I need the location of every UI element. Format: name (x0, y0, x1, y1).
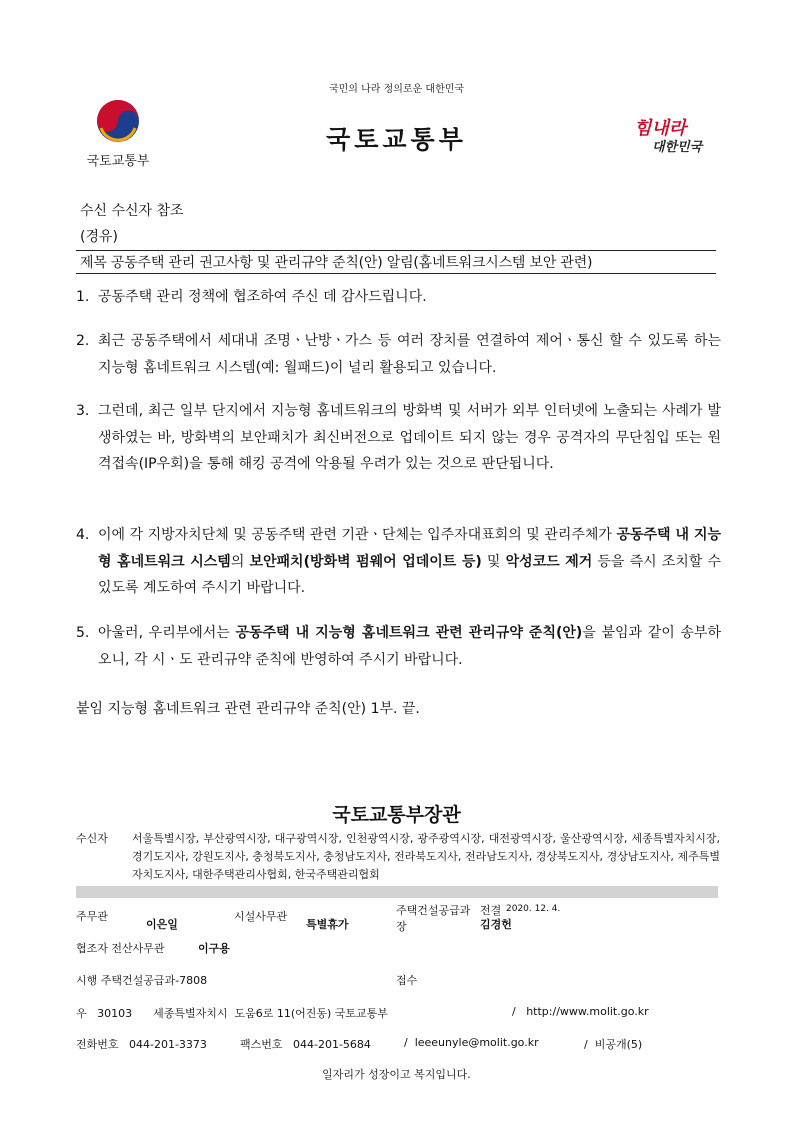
drafter-signature: 이은일 (146, 918, 178, 931)
cooperator-signature: 이구용 (198, 942, 230, 955)
subject-line: 제목 공동주택 관리 권고사항 및 관리규약 준칙(안) 알림(홈네트워크시스템 보안 관련) (80, 255, 593, 271)
paragraph-3 (76, 398, 721, 478)
paragraph-text: 아울러, 우리부에서는 공동주택 내 지능형 홈네트워크 관련 관리규약 준칙(안)을 붙임과 같이 송부하오니, 각 시ㆍ도 관리규약 준칙에 반영하여 주시기 바랍니다. (98, 625, 721, 668)
approver-label-2: 장 (396, 920, 407, 933)
approver-signature: 김경헌 (480, 918, 512, 931)
address-line: 우 30103 세종특별자치시 도움6로 11(어진동) 국토교통부 (76, 1007, 388, 1020)
email-link[interactable]: / leeeunyle@molit.go.kr (404, 1036, 539, 1049)
emphasis: 공동주택 내 지능형 홈네트워크 시스템 (98, 527, 721, 570)
fax-line: 팩스번호 044-201-5684 (240, 1038, 371, 1051)
paragraph-number: 3. (76, 403, 90, 419)
approver-label: 주택건설공급과 (396, 904, 471, 917)
emphasis: 공동주택 내 지능형 홈네트워크 관련 관리규약 준칙(안) (235, 625, 583, 641)
paragraph-text: 그런데, 최근 일부 단지에서 지능형 홈네트워크의 방화벽 및 서버가 외부 인터넷에 노출되는 사례가 발생하였는 바, 방화벽의 보안패치가 최신버전으로 업데이트 되지 않는 경우 공격자의 무단침입 또는 원격접속(IP우회)을 통해 해킹 공격에 악용될 우려가 있는 것으로 판단됩니다. (98, 403, 721, 472)
enforcement-line: 시행 주택건설공급과-7808 (76, 974, 208, 987)
approval-date: 2020. 12. 4. (506, 904, 561, 914)
recipients-list: 서울특별시장, 부산광역시장, 대구광역시장, 인천광역시장, 광주광역시장, 대전광역시장, 울산광역시장, 세종특별자치시장, 경기도지사, 강원도지사, 충청북도지사, 충청남도지사, 전라북도지사, 전라남도지사, 경상북도지사, 경상남도지사, 제주특별자치도지사, 대한주택관리사협회, 한국주택관리협회 (132, 832, 720, 881)
issuer-title: 국토교통부장관 (332, 804, 461, 826)
paragraph-4 (76, 522, 721, 602)
paragraph-text: 최근 공동주택에서 세대내 조명ㆍ난방ㆍ가스 등 여러 장치를 연결하여 제어ㆍ통신 할 수 있도록 하는 지능형 홈네트워크 시스템(예: 월패드)이 널리 활용되고 있습니다. (98, 333, 721, 376)
paragraph-text: 공동주택 관리 정책에 협조하여 주신 데 감사드립니다. (98, 289, 427, 305)
receipt-label: 접수 (396, 974, 418, 987)
phone-line: 전화번호 044-201-3373 (76, 1038, 207, 1051)
reviewer-label: 시설사무관 (234, 910, 288, 923)
logo-text: 국토교통부 (86, 154, 150, 169)
campaign-logo-line1: 힘내라 (634, 118, 687, 139)
attachment-line: 붙임 지능형 홈네트워크 관련 관리규약 준칙(안) 1부. 끝. (76, 701, 420, 717)
paragraph-2 (76, 328, 721, 381)
slogan: 국민의 나라 정의로운 대한민국 (328, 84, 465, 95)
bottom-slogan: 일자리가 성장이고 복지입니다. (322, 1068, 471, 1081)
divider-band (76, 886, 718, 898)
reviewer-signature: 특별휴가 (306, 918, 349, 931)
emphasis: 보안패치(방화벽 펌웨어 업데이트 등) (249, 553, 482, 570)
paragraph-5 (76, 620, 721, 673)
ministry-title: 국토교통부 (326, 125, 467, 154)
paragraph-number: 4. (76, 527, 90, 543)
campaign-logo (634, 114, 714, 162)
paragraph-number: 5. (76, 625, 90, 641)
approver-prefix: 전결 (480, 904, 502, 917)
disclosure-status: / 비공개(5) (584, 1038, 643, 1051)
via-line: (경유) (80, 229, 118, 245)
paragraph-number: 2. (76, 333, 90, 349)
emphasis: 악성코드 제거 (505, 553, 593, 570)
paragraph-text: 이에 각 지방자치단체 및 공동주택 관련 기관ㆍ단체는 입주자대표회의 및 관리주체가 공동주택 내 지능형 홈네트워크 시스템의 보안패치(방화벽 펌웨어 업데이트 등) 및 악성코드 제거 등을 즉시 조치할 수 있도록 계도하여 주시기 바랍니다. (98, 527, 721, 596)
recipient-line: 수신 수신자 참조 (80, 203, 184, 219)
paragraph-number: 1. (76, 289, 90, 305)
campaign-logo-line2: 대한민국 (652, 140, 703, 155)
website-link[interactable]: / http://www.molit.go.kr (512, 1005, 649, 1018)
drafter-label: 주무관 (76, 910, 108, 923)
recipients-label: 수신자 (76, 832, 108, 845)
paragraph-1 (76, 284, 721, 311)
cooperator-label: 협조자 전산사무관 (76, 942, 165, 955)
